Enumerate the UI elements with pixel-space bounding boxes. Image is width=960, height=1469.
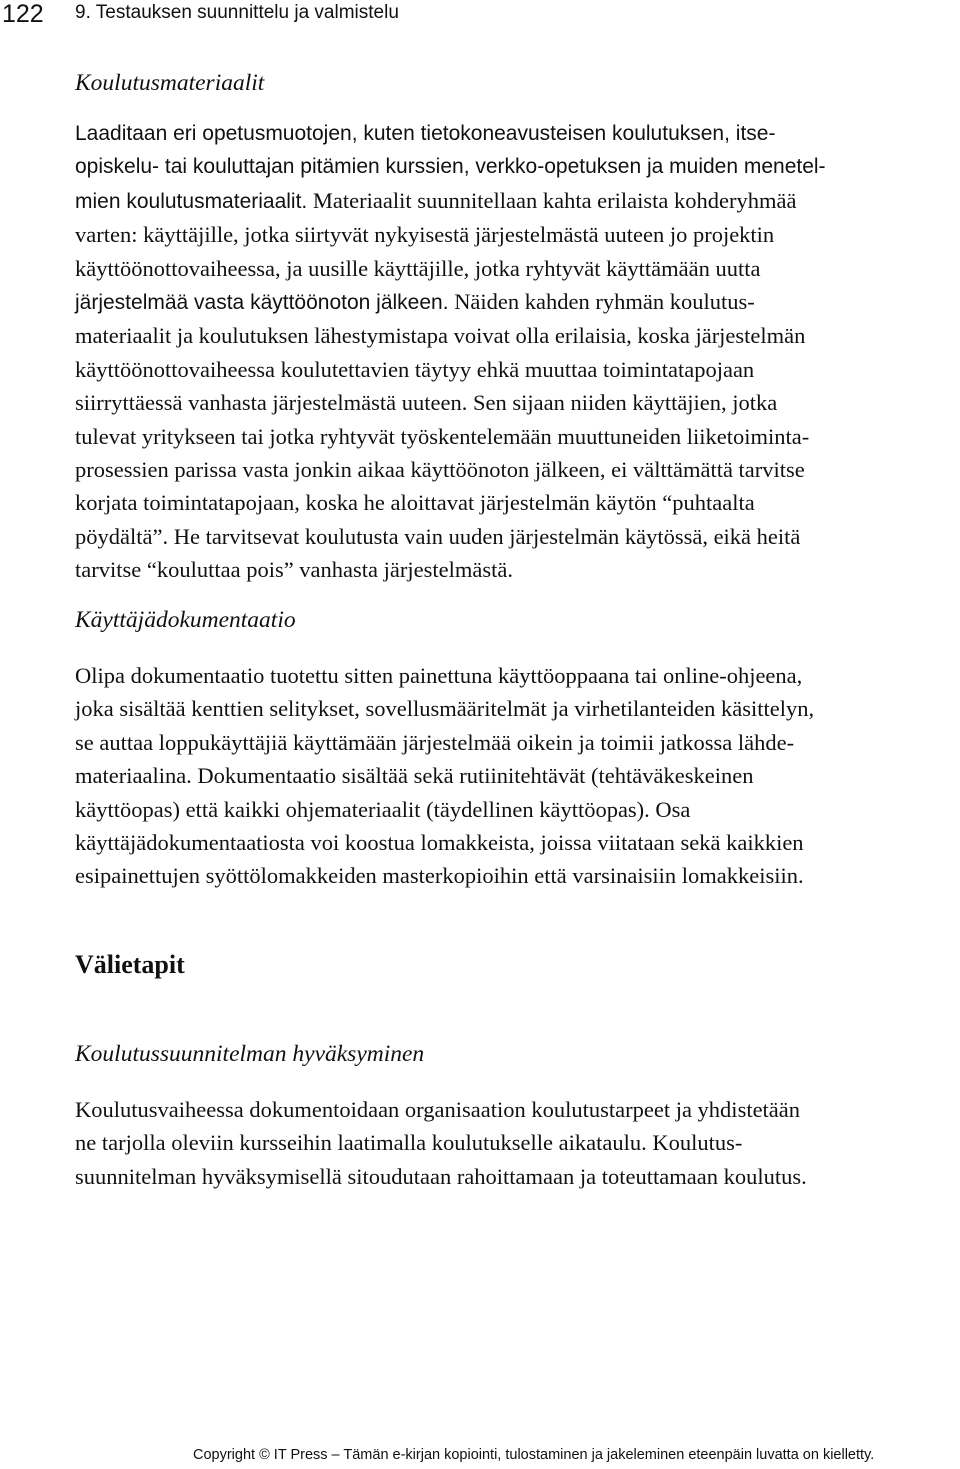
text-line: käyttöönottovaiheessa koulutettavien täytyy ehkä muuttaa toimintatapojaan: [75, 356, 755, 382]
text-line: joka sisältää kenttien selitykset, sovellusmääritelmät ja virhetilanteiden käsittelyn,: [75, 696, 815, 722]
text-line: tarvitse “kouluttaa pois” vanhasta järjestelmästä.: [75, 557, 513, 583]
text-line: Koulutusvaiheessa dokumentoidaan organisaation koulutustarpeet ja yhdistetään: [75, 1097, 801, 1122]
heading-koulutussuunnitelman-hyvaksyminen: Koulutussuunnitelman hyväksyminen: [75, 1041, 425, 1067]
text-run: siirryttäessä vanhasta järjestelmästä uuteen.: [75, 390, 468, 416]
text-line: Laaditaan eri opetusmuotojen, kuten tietokoneavusteisen koulutuksen, itse-: [75, 122, 776, 145]
page-header: [0, 0, 960, 40]
text-run: Materiaalit suunnitellaan kahta erilaista kohderyhmää: [307, 187, 797, 213]
text-line: opiskelu- tai kouluttajan pitämien kurssien, verkko-opetuksen ja muiden menetel-: [75, 155, 826, 179]
heading-kayttajadokumentaatio: Käyttäjädokumentaatio: [75, 607, 296, 633]
text-line: käyttäjädokumentaatiosta voi koostua lomakkeista, joissa viitataan sekä kaikkien: [75, 830, 804, 856]
paragraph-koulutusmateriaalit: [75, 117, 955, 587]
text-line: korjata toimintatapojaan, koska he aloittavat järjestelmän käytön “puhtaalta: [75, 490, 755, 516]
copyright-footer: Copyright © IT Press – Tämän e-kirjan kopiointi, tulostaminen ja jakeleminen eteenpäin luvatta on kielletty.: [193, 1447, 875, 1463]
text-line: materiaalit ja koulutuksen lähestymistapa voivat olla erilaisia, koska järjestelmän: [75, 323, 806, 349]
paragraph-koulutussuunnitelman: [75, 1093, 955, 1193]
text-line: se auttaa loppukäyttäjiä käyttämään järjestelmää oikein ja toimii jatkossa lähde-: [75, 729, 795, 755]
text-line: varten: käyttäjille, jotka siirtyvät nykyisestä järjestelmästä uuteen jo projektin: [75, 222, 775, 248]
text-run: järjestelmää vasta käyttöönoton jälkeen.: [75, 291, 449, 315]
text-line: käyttöopas) että kaikki ohjemateriaalit (täydellinen käyttöopas). Osa: [75, 796, 691, 822]
text-line: suunnitelman hyväksymisellä sitoudutaan rahoittamaan ja toteuttamaan koulutus.: [75, 1163, 807, 1189]
heading-valietapit: Välietapit: [75, 950, 185, 979]
paragraph-kayttajadokumentaatio: [75, 659, 955, 893]
text-line: pöydältä”. He tarvitsevat koulutusta vain uuden järjestelmän käytössä, eikä heitä: [75, 523, 801, 549]
text-line: tulevat yritykseen tai jotka ryhtyvät työskentelemään muuttuneiden liiketoiminta-: [75, 423, 810, 449]
text-run: mien koulutusmateriaalit.: [75, 189, 308, 213]
heading-koulutusmateriaalit: Koulutusmateriaalit: [75, 70, 265, 96]
text-line: Olipa dokumentaatio tuotettu sitten painettuna käyttöoppaana tai online-ohjeena,: [75, 663, 803, 688]
text-line: prosessien parissa vasta jonkin aikaa käyttöönoton jälkeen, ei välttämättä tarvitse: [75, 457, 805, 483]
page-number: 122: [2, 0, 44, 28]
text-line: käyttöönottovaiheessa, ja uusille käyttäjille, jotka ryhtyvät käyttämään uutta: [75, 255, 761, 281]
text-run: Sen sijaan niiden käyttäjien, jotka: [467, 390, 778, 416]
text-line: ne tarjolla oleviin kursseihin laatimalla koulutukselle aikataulu. Koulutus-: [75, 1130, 743, 1156]
running-head: 9. Testauksen suunnittelu ja valmistelu: [75, 2, 399, 23]
text-line: [75, 184, 955, 218]
text-run: Näiden kahden ryhmän koulutus-: [448, 289, 755, 315]
text-line: [75, 285, 955, 319]
text-line: esipainettujen syöttölomakkeiden masterkopioihin että varsinaisiin lomakkeisiin.: [75, 863, 804, 889]
text-line: materiaalina. Dokumentaatio sisältää sekä rutiinitehtävät (tehtäväkeskeinen: [75, 763, 754, 789]
text-line: [75, 386, 955, 419]
